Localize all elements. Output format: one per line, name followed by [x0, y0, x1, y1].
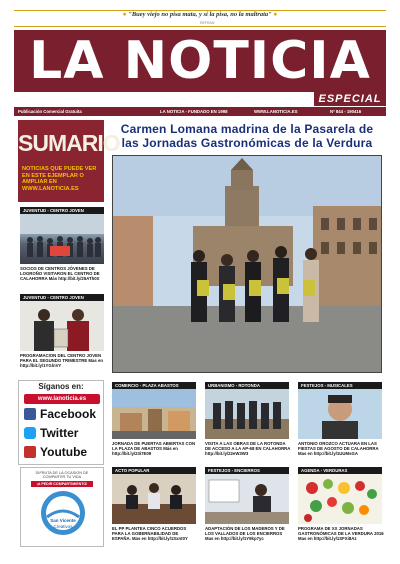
roundabout-illustration: [205, 389, 289, 439]
singer-portrait-illustration: [298, 389, 382, 439]
top-rule: [14, 10, 386, 11]
promo-logo: [21, 487, 105, 539]
sumario-title: SUMARIO: [18, 130, 120, 156]
quote-author: REFRAN: [200, 21, 215, 25]
grid-item-3-caption[interactable]: ANTONIO OROZCO ACTUARA EN LAS FIESTAS DE AGOSTO DE CALAHORRA Mas en http://bit.ly/1UUMsGA: [298, 441, 379, 457]
grid-item-4-label: ACTO POPULAR: [112, 467, 196, 474]
promo-line-1: DIFRUTA DE LA OCASION DE: [35, 471, 89, 475]
left-item-2-photo[interactable]: [20, 301, 104, 351]
press-conference-illustration: [112, 474, 196, 524]
left-item-1-label: JUVENTUD - CENTRO JOVEN: [20, 207, 104, 214]
promo-badge: ¡A PEDIR COMPARTIMIENTO!: [31, 481, 93, 487]
sumario-text: NOTICIAS QUE PUEDE VER EN ESTE EJEMPLAR O AMPLIAR EN WWW.LANOTICIA.ES: [22, 166, 97, 192]
grid-item-4-photo[interactable]: [112, 474, 196, 524]
main-headline[interactable]: Carmen Lomana madrina de la Pasarela de las Jornadas Gastronómicas de la Verdura: [120, 122, 374, 150]
grid-item-3-photo[interactable]: [298, 389, 382, 439]
twitter-link[interactable]: [24, 426, 104, 440]
strip-url[interactable]: WWW.LANOTICIA.ES: [254, 109, 298, 114]
vegetables-illustration: [298, 474, 382, 524]
facebook-label: Facebook: [40, 407, 97, 421]
grid-item-5-photo[interactable]: [205, 474, 289, 524]
grid-item-6-caption[interactable]: PROGRAMA DE XX JORNADAS GASTRONÓMICAS DE LA VERDURA 2016 Mas en http://bit.ly/1SFXi8Az: [298, 526, 384, 542]
website-link[interactable]: www.lanoticia.es: [24, 394, 100, 404]
strip-issue: Nº 844 - 190416: [330, 109, 362, 114]
youtube-label: Youtube: [40, 445, 88, 459]
grid-item-5-label: FESTEJOS - ENCIERROS: [205, 467, 289, 474]
facebook-icon: [24, 408, 36, 420]
twitter-icon: [24, 427, 36, 439]
promo-line-2: COMPARTIR TU VIDA: [42, 475, 82, 479]
promo-name: San Vicente: [50, 518, 76, 523]
two-people-illustration: [20, 301, 104, 351]
left-item-1-photo[interactable]: [20, 214, 104, 264]
promo-box[interactable]: [20, 467, 104, 547]
top-rule-bottom: [14, 26, 386, 27]
plaza-photo-illustration: [113, 156, 382, 373]
strip-left: Publicación Comercial Gratuita: [18, 109, 82, 114]
grid-item-4-caption[interactable]: EL PP PLANTEA CINCO ACUERDOS PARA LA GOBERNABILIDAD DE ESPAÑA. Mas en http://bit.ly/1Sxnt0Y: [112, 526, 188, 542]
grid-item-6-photo[interactable]: [298, 474, 382, 524]
grid-item-5-caption[interactable]: ADAPTACIÓN DE LOS MADEROS Y DE LOS VALLADOS DE LOS ENCIERROS Mas en http://bit.ly/1Y9kp7yc: [205, 526, 285, 542]
special-badge: ESPECIAL: [314, 92, 386, 106]
quote: ● "Buey viejo no pisa mata, y si la pisa, no la maltrata" ●: [122, 11, 278, 18]
youtube-link[interactable]: [24, 445, 104, 459]
grid-item-6-label: AGENDA - VERDURAS: [298, 467, 382, 474]
grid-item-2-caption[interactable]: VISITA A LAS OBRAS DE LA ROTONDA DE ACCESO A LA AP-68 EN CALAHORRA http://bit.ly/22eW3W3: [205, 441, 291, 457]
left-item-2-caption[interactable]: PROGRAMACION DEL CENTRO JOVEN PARA EL SEGUNDO TRIMESTRE Mas en http://bit.ly/1YGlnVY: [20, 353, 104, 369]
facebook-link[interactable]: [24, 407, 104, 421]
grid-item-3-label: FESTEJOS - MUSICALES: [298, 382, 382, 389]
masthead-title: LA NOTICIA: [29, 31, 371, 91]
group-photo-illustration: [20, 214, 104, 264]
promo-sub: Creativos: [53, 524, 73, 529]
strip-founded: LA NOTICIA - FUNDADO EN 1998: [160, 109, 228, 114]
masthead-strip: [14, 107, 386, 116]
meeting-illustration: [205, 474, 289, 524]
market-illustration: [112, 389, 196, 439]
grid-item-1-caption[interactable]: JORNADA DE PUERTAS ABIERTAS CON LA PLAZA DE ABASTOS Más en http://bit.ly/23i7E09: [112, 441, 196, 457]
youtube-icon: [24, 446, 36, 458]
grid-item-2-photo[interactable]: [205, 389, 289, 439]
left-item-1-caption[interactable]: SOCIOS DE CENTROS JÓVENES DE LOGROÑO VISITARON EL CENTRO DE CALAHORRA Más http://bit.ly/25ATh0X: [20, 266, 100, 282]
social-title: Síganos en:: [38, 382, 84, 391]
quote-text: "Buey viejo no pisa mata, y si la pisa, no la maltrata": [128, 11, 272, 18]
main-photo[interactable]: [112, 155, 382, 373]
left-item-2-label: JUVENTUD - CENTRO JOVEN: [20, 294, 104, 301]
twitter-label: Twitter: [40, 426, 79, 440]
grid-item-2-label: URBANISMO - ROTONDA: [205, 382, 289, 389]
grid-item-1-label: COMERCIO - PLAZA ABASTOS: [112, 382, 196, 389]
grid-item-1-photo[interactable]: [112, 389, 196, 439]
